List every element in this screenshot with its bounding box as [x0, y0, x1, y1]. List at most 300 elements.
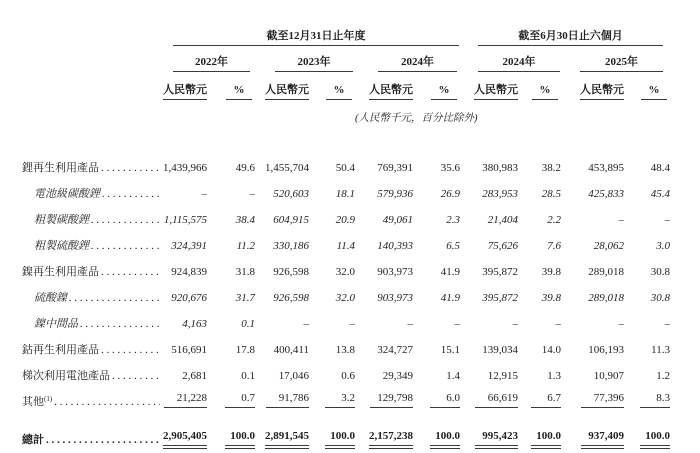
value: 289,018	[588, 292, 624, 304]
value-cell	[414, 360, 460, 386]
value: 17.8	[235, 344, 255, 356]
value-cell	[255, 230, 310, 256]
dot-leader	[101, 163, 160, 174]
year-header-2024-interim	[460, 46, 561, 72]
value: 7.6	[547, 240, 561, 252]
table-row	[22, 386, 670, 412]
table-row	[22, 282, 670, 308]
value-cell	[208, 152, 255, 178]
value: 28.5	[541, 188, 561, 200]
period-group-annual	[162, 20, 460, 46]
value-cell	[414, 386, 460, 412]
value: 15.1	[440, 344, 460, 356]
footnote-marker: (1)	[44, 395, 53, 403]
value-cell	[460, 360, 519, 386]
value-cell	[561, 334, 625, 360]
value-cell	[355, 230, 414, 256]
value-cell	[460, 334, 519, 360]
value-cell	[355, 360, 414, 386]
value-cell	[460, 386, 519, 412]
value-cell	[414, 256, 460, 282]
value-cell	[162, 256, 208, 282]
year-header-2025-interim	[561, 46, 670, 72]
row-label: 總計	[22, 434, 44, 446]
row-label-cell	[22, 152, 162, 178]
dot-leader	[101, 345, 160, 356]
value: –	[349, 318, 355, 330]
value: 903,973	[377, 266, 413, 278]
empty-corner-cell	[22, 20, 162, 46]
value-cell	[162, 308, 208, 334]
row-label: 鎳再生利用產品	[22, 266, 99, 278]
value: 283,953	[482, 188, 518, 200]
year-label: 2025年	[605, 56, 638, 68]
value: 0.1	[241, 318, 255, 330]
value-cell	[414, 204, 460, 230]
value-cell	[519, 152, 561, 178]
value-cell	[625, 178, 670, 204]
row-label: 鋰再生利用產品	[22, 162, 99, 174]
value: 75,626	[487, 240, 518, 252]
year-label: 2024年	[502, 56, 536, 68]
value: 1,115,575	[163, 214, 207, 226]
document-page	[0, 20, 700, 453]
value-cell	[561, 282, 625, 308]
row-label-cell	[22, 282, 162, 308]
value: 395,872	[482, 292, 518, 304]
value: 0.7	[225, 393, 255, 408]
value: 2.3	[446, 214, 460, 226]
value: –	[454, 318, 460, 330]
value: 6.7	[531, 393, 561, 408]
value: 924,839	[171, 266, 207, 278]
value-cell	[162, 204, 208, 230]
row-label-cell	[22, 308, 162, 334]
row-label-cell	[22, 360, 162, 386]
row-label-cell	[22, 256, 162, 282]
row-label: 鎳中間品	[34, 318, 78, 330]
value: 17,046	[278, 370, 309, 382]
row-label: 鈷再生利用產品	[22, 344, 99, 356]
value: 1,439,966	[163, 162, 207, 174]
year-header-2023	[255, 46, 355, 72]
value-cell	[625, 204, 670, 230]
value: 41.9	[440, 292, 460, 304]
units-note-row	[22, 100, 670, 124]
value-cell	[625, 282, 670, 308]
value: 100.0	[430, 431, 460, 446]
value: 0.6	[341, 370, 355, 382]
dot-leader	[54, 397, 160, 408]
value: 516,691	[171, 344, 207, 356]
table-row	[22, 204, 670, 230]
value-cell	[561, 152, 625, 178]
currency-header-label: 人民幣元	[580, 85, 624, 100]
value-cell	[519, 334, 561, 360]
value-cell	[561, 204, 625, 230]
value: 91,786	[266, 393, 309, 408]
value: 39.8	[541, 292, 561, 304]
value-cell	[162, 178, 208, 204]
year-header-2024	[355, 46, 460, 72]
value-cell	[208, 334, 255, 360]
value: 289,018	[588, 266, 624, 278]
value-cell	[561, 178, 625, 204]
currency-header	[162, 72, 208, 100]
value-cell	[625, 230, 670, 256]
value: 3.0	[656, 240, 670, 252]
value-cell	[355, 386, 414, 412]
value-cell	[519, 308, 561, 334]
value: 903,973	[377, 292, 413, 304]
value: 395,872	[482, 266, 518, 278]
value: 520,603	[273, 188, 309, 200]
value-cell	[310, 334, 355, 360]
value: 995,423	[475, 431, 518, 446]
currency-header-label: 人民幣元	[474, 85, 518, 100]
value: –	[664, 214, 670, 226]
row-label-cell	[22, 204, 162, 230]
currency-header	[255, 72, 310, 100]
value-cell	[460, 230, 519, 256]
value-cell	[355, 334, 414, 360]
value-cell	[208, 256, 255, 282]
value: 48.4	[650, 162, 670, 174]
value: –	[664, 318, 670, 330]
value: 1.2	[656, 370, 670, 382]
row-label-cell	[22, 334, 162, 360]
value-cell	[460, 282, 519, 308]
value: 1.3	[547, 370, 561, 382]
row-label: 電池級碳酸鋰	[34, 188, 100, 200]
value-cell	[625, 256, 670, 282]
row-label: 粗製硫酸鋰	[34, 240, 89, 252]
percent-header-label: %	[641, 85, 667, 100]
value-cell	[355, 282, 414, 308]
value: 11.4	[336, 240, 355, 252]
value-cell	[208, 308, 255, 334]
dot-leader	[102, 189, 160, 200]
value-cell	[355, 308, 414, 334]
value: 31.8	[235, 266, 255, 278]
value: 49.6	[235, 162, 255, 174]
value-cell	[519, 178, 561, 204]
value-cell	[519, 204, 561, 230]
value: 21,228	[164, 393, 207, 408]
value-cell	[625, 360, 670, 386]
value-cell	[208, 178, 255, 204]
period-group-row	[22, 20, 670, 46]
value: 324,391	[171, 240, 207, 252]
percent-header-label: %	[326, 85, 352, 100]
value: 2,905,405	[163, 431, 207, 446]
value: 380,983	[482, 162, 518, 174]
value: 8.3	[640, 393, 670, 408]
empty-cell	[22, 46, 162, 72]
value-cell	[561, 386, 625, 412]
value: 32.0	[335, 292, 355, 304]
value-cell	[519, 256, 561, 282]
spacer-row	[22, 124, 670, 152]
value-cell	[208, 230, 255, 256]
value: 139,034	[482, 344, 518, 356]
value: 140,393	[377, 240, 413, 252]
value: 937,409	[581, 431, 624, 446]
period-group-interim-label: 截至6月30日止六個月	[518, 30, 623, 42]
percent-header	[208, 72, 255, 100]
value: 14.0	[541, 344, 561, 356]
value: 2,681	[182, 370, 207, 382]
value-cell	[414, 282, 460, 308]
table-row	[22, 178, 670, 204]
value-cell	[310, 204, 355, 230]
year-header-row	[22, 46, 670, 72]
value-cell	[255, 308, 310, 334]
value: 31.7	[235, 292, 255, 304]
value: 3.2	[325, 393, 355, 408]
value: 45.4	[650, 188, 670, 200]
value-cell	[208, 282, 255, 308]
empty-cell	[22, 72, 162, 100]
value-cell	[162, 152, 208, 178]
period-group-interim	[460, 20, 670, 46]
value-cell	[460, 308, 519, 334]
value: 1,455,704	[265, 162, 309, 174]
row-label: 硫酸鎳	[34, 292, 67, 304]
table-row	[22, 256, 670, 282]
value: 77,396	[581, 393, 624, 408]
value-cell	[310, 308, 355, 334]
value-cell	[310, 152, 355, 178]
value: 604,915	[273, 214, 309, 226]
table-row	[22, 152, 670, 178]
value: 12,915	[487, 370, 518, 382]
value: –	[303, 318, 309, 330]
dot-leader	[80, 319, 160, 330]
percent-header-label: %	[532, 85, 558, 100]
value-cell	[460, 256, 519, 282]
value-cell	[460, 178, 519, 204]
table-row	[22, 230, 670, 256]
value-cell	[625, 386, 670, 412]
percent-header	[414, 72, 460, 100]
year-header-2022	[162, 46, 255, 72]
value-cell	[460, 204, 519, 230]
table-row	[22, 334, 670, 360]
currency-header	[355, 72, 414, 100]
value: 1.4	[446, 370, 460, 382]
value-cell	[355, 256, 414, 282]
value-cell	[561, 308, 625, 334]
table-row	[22, 308, 670, 334]
value-cell	[255, 282, 310, 308]
value: 30.8	[650, 292, 670, 304]
table-row	[22, 360, 670, 386]
value: –	[407, 318, 413, 330]
percent-header	[519, 72, 561, 100]
percent-header	[310, 72, 355, 100]
value: 425,833	[588, 188, 624, 200]
value-cell	[414, 230, 460, 256]
row-label-cell	[22, 178, 162, 204]
value-cell	[208, 204, 255, 230]
value-cell	[310, 230, 355, 256]
value-cell	[561, 256, 625, 282]
table-body	[22, 152, 670, 453]
year-label: 2022年	[195, 56, 228, 68]
value: 324,727	[377, 344, 413, 356]
value: 579,936	[377, 188, 413, 200]
dot-leader	[101, 267, 160, 278]
value: 49,061	[382, 214, 413, 226]
value: 41.9	[440, 266, 460, 278]
value-cell	[625, 334, 670, 360]
dot-leader	[91, 241, 160, 252]
value-cell	[310, 360, 355, 386]
percent-header	[625, 72, 670, 100]
year-label: 2024年	[401, 56, 434, 68]
dot-leader	[69, 293, 160, 304]
value-cell	[414, 152, 460, 178]
value: 18.1	[335, 188, 355, 200]
value-cell	[208, 360, 255, 386]
value: 28,062	[593, 240, 624, 252]
value-cell	[519, 230, 561, 256]
currency-header-label: 人民幣元	[265, 85, 309, 100]
value-cell	[310, 178, 355, 204]
row-label-cell	[22, 230, 162, 256]
row-label: 梯次利用電池產品	[22, 370, 110, 382]
value-cell	[460, 152, 519, 178]
value-cell	[255, 152, 310, 178]
value: 2.2	[547, 214, 561, 226]
value-cell	[208, 386, 255, 412]
value: –	[201, 188, 207, 200]
value: 35.6	[440, 162, 460, 174]
value: 30.8	[650, 266, 670, 278]
value: 32.0	[335, 266, 355, 278]
value-cell	[625, 152, 670, 178]
value-cell	[310, 282, 355, 308]
value: 100.0	[225, 431, 255, 446]
units-note: (人民幣千元，百分比除外)	[355, 112, 478, 124]
value: 920,676	[171, 292, 207, 304]
value: 66,619	[475, 393, 518, 408]
value-cell	[255, 334, 310, 360]
dot-leader	[91, 215, 160, 226]
percent-header-label: %	[431, 85, 457, 100]
value-cell	[162, 282, 208, 308]
value-cell	[519, 386, 561, 412]
value-cell	[162, 386, 208, 412]
value-cell	[561, 230, 625, 256]
units-note-cell	[22, 100, 670, 124]
dot-leader	[112, 371, 160, 382]
value: 330,186	[273, 240, 309, 252]
row-label: 其他	[22, 396, 44, 408]
value-cell	[255, 386, 310, 412]
value-cell	[162, 334, 208, 360]
value: 453,895	[588, 162, 624, 174]
value: 29,349	[382, 370, 413, 382]
value-cell	[310, 256, 355, 282]
value: 20.9	[335, 214, 355, 226]
period-group-annual-label: 截至12月31日止年度	[266, 30, 366, 42]
value-cell	[355, 152, 414, 178]
value: 26.9	[440, 188, 460, 200]
row-label: 粗製碳酸鋰	[34, 214, 89, 226]
currency-header	[561, 72, 625, 100]
subheader-row	[22, 72, 670, 100]
value: 10,907	[593, 370, 624, 382]
value: 21,404	[487, 214, 518, 226]
value: 50.4	[335, 162, 355, 174]
value-cell	[519, 360, 561, 386]
value: 39.8	[541, 266, 561, 278]
value-cell	[255, 204, 310, 230]
value-cell	[414, 308, 460, 334]
value: 0.1	[241, 370, 255, 382]
value: 6.5	[446, 240, 460, 252]
value: 2,891,545	[265, 431, 309, 446]
value: 106,193	[588, 344, 624, 356]
value: 4,163	[182, 318, 207, 330]
value: 400,411	[273, 344, 309, 356]
currency-header-label: 人民幣元	[369, 85, 413, 100]
value: 2,157,238	[369, 431, 413, 446]
value: 38.4	[235, 214, 255, 226]
value: 129,798	[370, 393, 413, 408]
value-cell	[310, 386, 355, 412]
value: 100.0	[325, 431, 355, 446]
value-cell	[519, 282, 561, 308]
value-cell	[561, 360, 625, 386]
value: –	[555, 318, 561, 330]
value-cell	[625, 308, 670, 334]
value-cell	[255, 256, 310, 282]
value-cell	[162, 360, 208, 386]
value: 769,391	[377, 162, 413, 174]
value-cell	[255, 178, 310, 204]
value: 6.0	[430, 393, 460, 408]
value: –	[618, 214, 624, 226]
value: 13.8	[335, 344, 355, 356]
year-label: 2023年	[297, 56, 331, 68]
value: –	[512, 318, 518, 330]
revenue-breakdown-table	[22, 20, 670, 453]
value-cell	[414, 334, 460, 360]
value-cell	[355, 204, 414, 230]
dot-leader	[46, 435, 160, 446]
value: 11.2	[236, 240, 255, 252]
value: 926,598	[273, 292, 309, 304]
value-cell	[355, 178, 414, 204]
value: 11.3	[651, 344, 670, 356]
row-label-cell	[22, 386, 162, 412]
value: –	[618, 318, 624, 330]
value: –	[249, 188, 255, 200]
value: 100.0	[640, 431, 670, 446]
currency-header-label: 人民幣元	[163, 85, 207, 100]
currency-header	[460, 72, 519, 100]
value: 38.2	[541, 162, 561, 174]
value-cell	[162, 230, 208, 256]
value-cell	[414, 178, 460, 204]
percent-header-label: %	[226, 85, 252, 100]
value: 100.0	[531, 431, 561, 446]
value: 926,598	[273, 266, 309, 278]
value-cell	[255, 360, 310, 386]
